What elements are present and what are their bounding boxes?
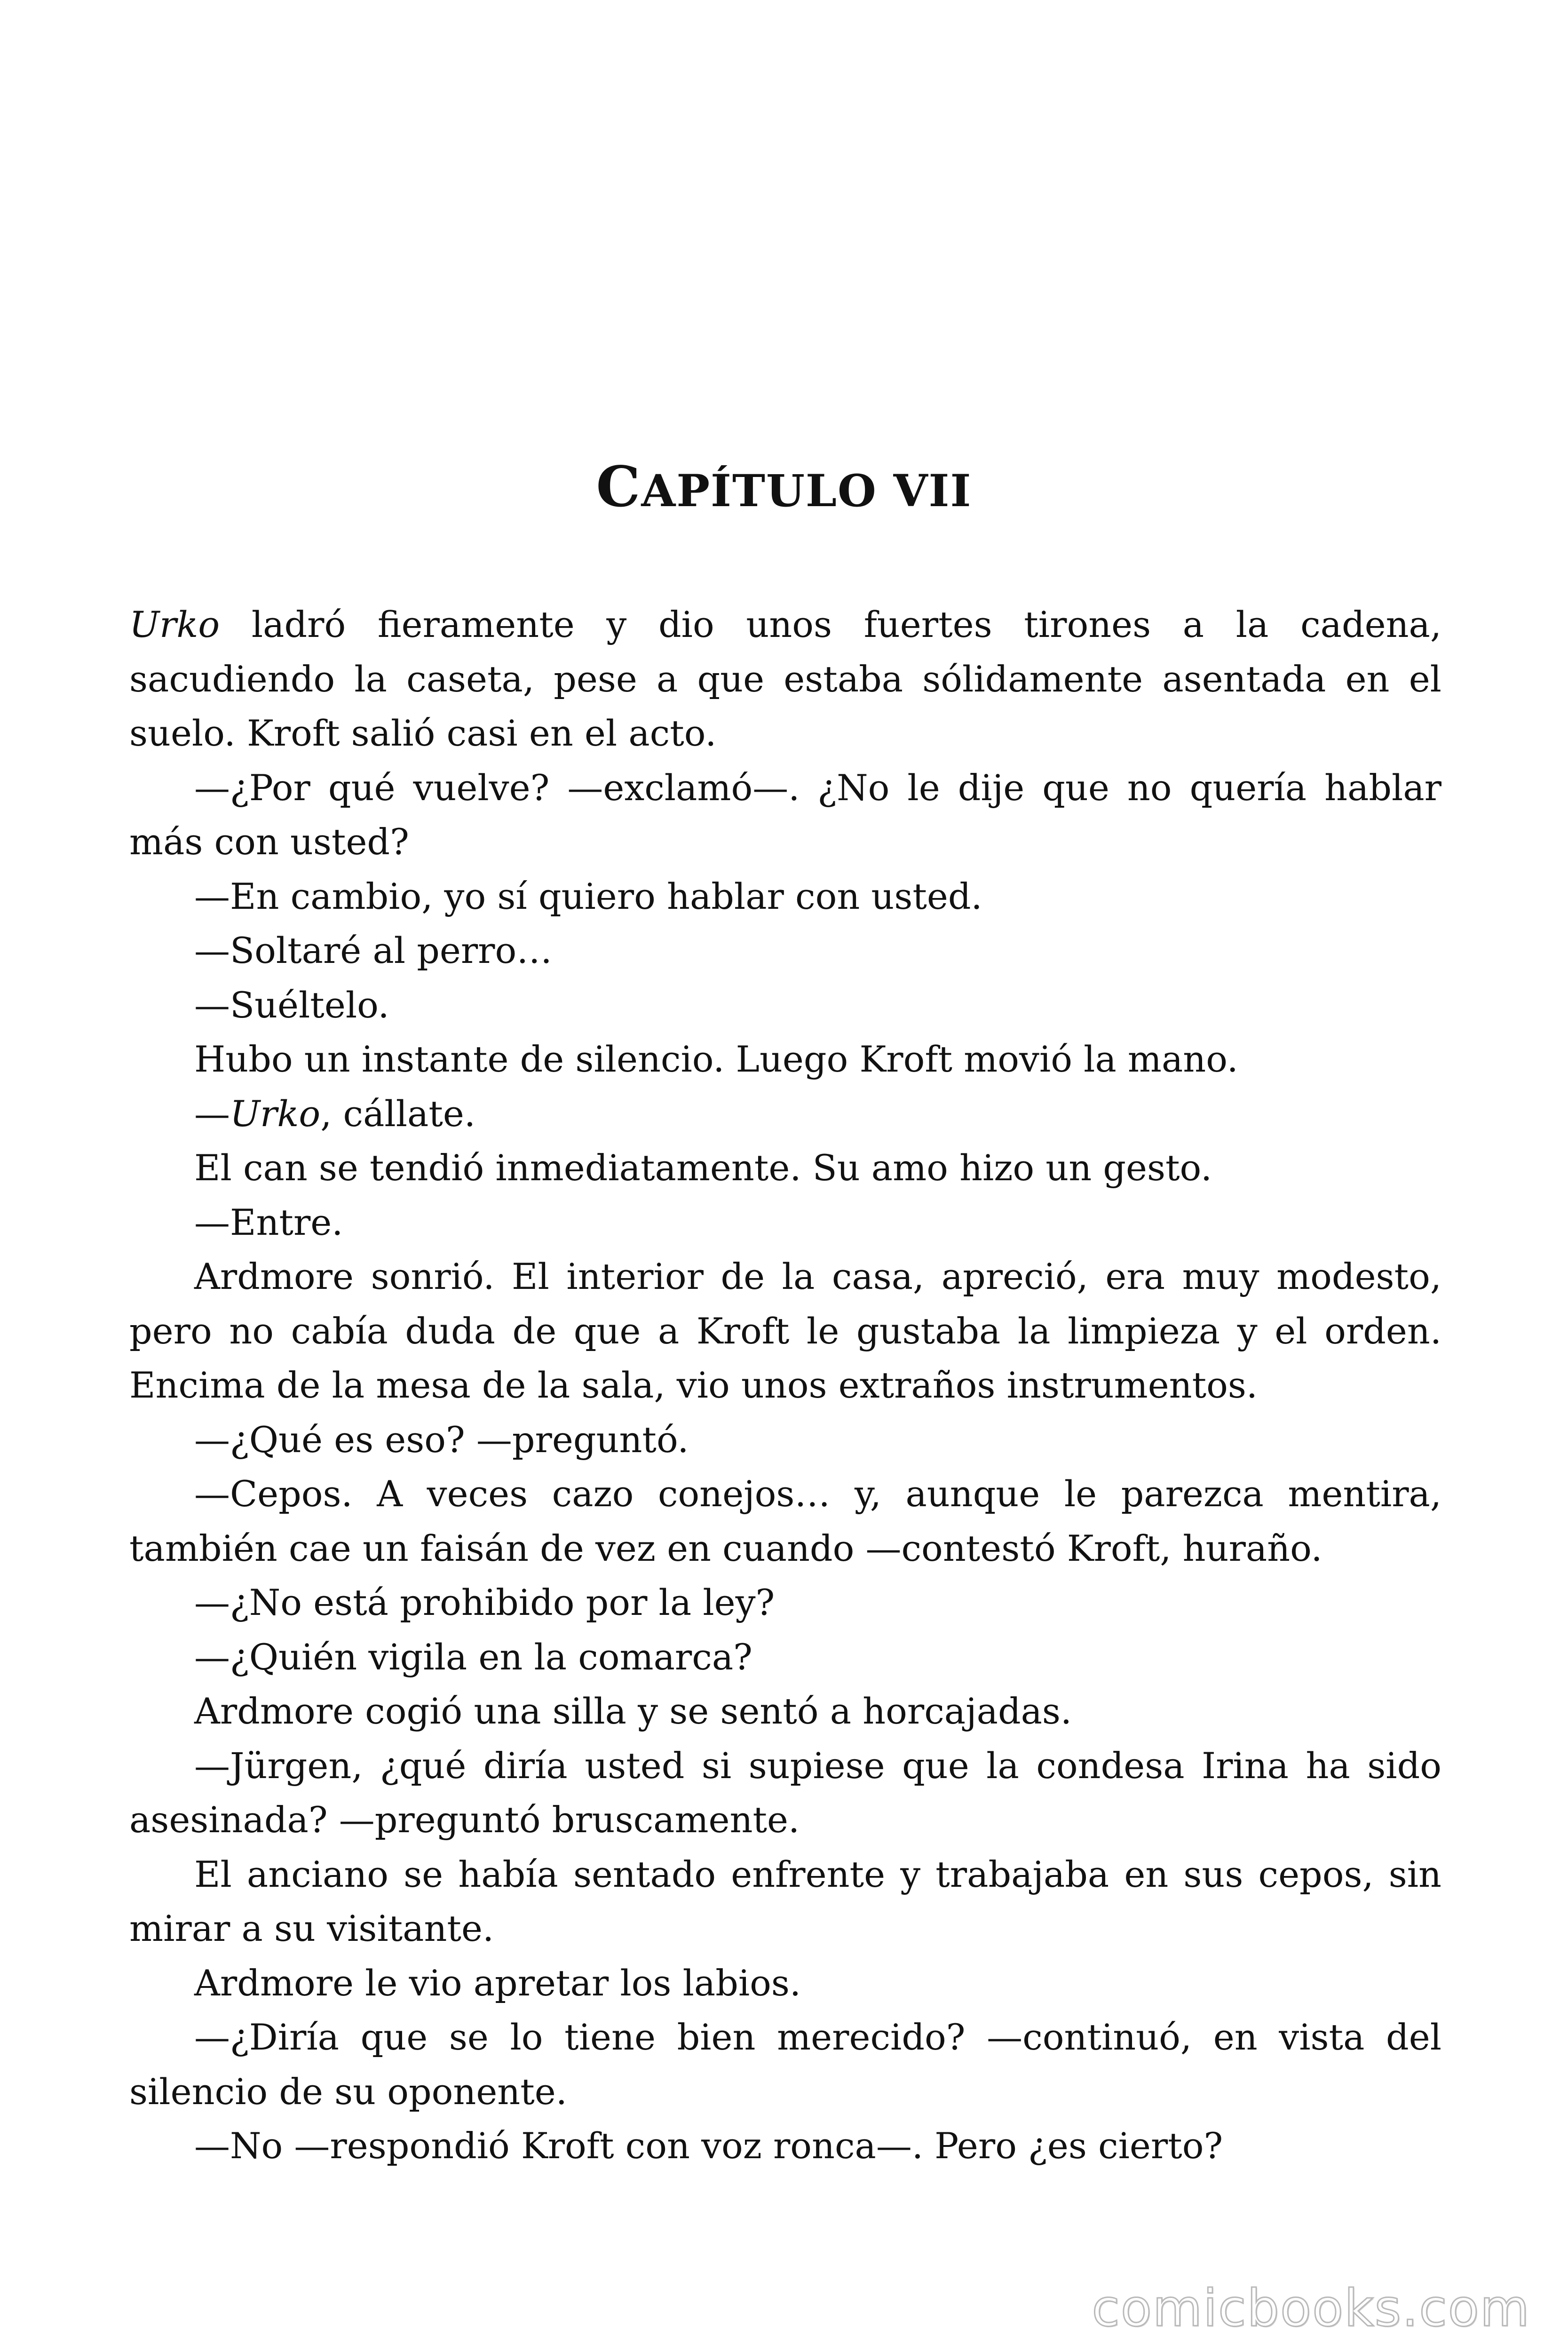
- chapter-title-initial: C: [596, 454, 641, 519]
- paragraph-text: Ardmore sonrió. El interior de la casa, apreció, era muy modesto, pero no cabía duda de que a Kroft le gustaba la limpieza y el orden. Encima de la mesa de la sala, vio unos extraños instrumentos.: [129, 1255, 1441, 1406]
- paragraph: [129, 2119, 1441, 2173]
- paragraph: [129, 869, 1441, 924]
- paragraph: [129, 597, 1441, 761]
- paragraph: [129, 1847, 1441, 1956]
- watermark-text: comicbooks.com: [1092, 2279, 1530, 2338]
- chapter-title-rest: APÍTULO VII: [641, 465, 972, 517]
- paragraph-text: El can se tendió inmediatamente. Su amo hizo un gesto.: [194, 1147, 1212, 1189]
- paragraph-text: —Cepos. A veces cazo conejos… y, aunque le parezca mentira, también cae un faisán de vez en cuando —contestó Kroft, huraño.: [129, 1473, 1441, 1569]
- paragraph: [129, 1249, 1441, 1413]
- paragraph: [129, 2010, 1441, 2119]
- italic-name: Urko: [230, 1092, 321, 1135]
- paragraph-text: , cállate.: [320, 1092, 475, 1135]
- paragraph: [129, 1141, 1441, 1195]
- paragraph: [129, 1575, 1441, 1630]
- paragraph-text: —No —respondió Kroft con voz ronca—. Pero ¿es cierto?: [194, 2125, 1223, 2167]
- dialogue-dash: —: [194, 1092, 230, 1135]
- paragraph-text: Hubo un instante de silencio. Luego Kroft movió la mano.: [194, 1038, 1238, 1080]
- paragraph: [129, 923, 1441, 978]
- paragraph-text: El anciano se había sentado enfrente y trabajaba en sus cepos, sin mirar a su visitante.: [129, 1853, 1441, 1949]
- chapter-title: [0, 452, 1568, 526]
- paragraph-text: —¿Qué es eso? —preguntó.: [194, 1418, 689, 1461]
- paragraph: [129, 1630, 1441, 1685]
- paragraph: [129, 1739, 1441, 1847]
- paragraph-text: —¿No está prohibido por la ley?: [194, 1581, 775, 1623]
- paragraph: [129, 1087, 1441, 1141]
- paragraph: [129, 1467, 1441, 1575]
- paragraph: [129, 1195, 1441, 1250]
- paragraph-text: —¿Quién vigila en la comarca?: [194, 1636, 752, 1678]
- paragraph-text: —Jürgen, ¿qué diría usted si supiese que la condesa Irina ha sido asesinada? —preguntó bruscamente.: [129, 1744, 1441, 1841]
- paragraph: [129, 1956, 1441, 2010]
- paragraph: [129, 1413, 1441, 1467]
- paragraph: [129, 978, 1441, 1033]
- paragraph-text: Ardmore cogió una silla y se sentó a horcajadas.: [194, 1690, 1072, 1732]
- paragraph-text: —Suéltelo.: [194, 984, 389, 1026]
- paragraph-text: —Soltaré al perro…: [194, 930, 553, 971]
- paragraph-text: —En cambio, yo sí quiero hablar con usted.: [194, 875, 982, 917]
- paragraph-text: —¿Por qué vuelve? —exclamó—. ¿No le dije que no quería hablar más con usted?: [129, 766, 1441, 863]
- paragraph: [129, 1684, 1441, 1739]
- paragraph: [129, 761, 1441, 869]
- paragraph-text: ladró fieramente y dio unos fuertes tirones a la cadena, sacudiendo la caseta, pese a que estaba sólidamente asentada en el suelo. Kroft salió casi en el acto.: [129, 604, 1441, 754]
- chapter-body: [129, 597, 1441, 2173]
- italic-name: Urko: [129, 604, 220, 645]
- paragraph-text: Ardmore le vio apretar los labios.: [194, 1962, 801, 2004]
- paragraph-text: —Entre.: [194, 1201, 343, 1243]
- paragraph: [129, 1032, 1441, 1087]
- paragraph-text: —¿Diría que se lo tiene bien merecido? —continuó, en vista del silencio de su oponente.: [129, 2016, 1441, 2113]
